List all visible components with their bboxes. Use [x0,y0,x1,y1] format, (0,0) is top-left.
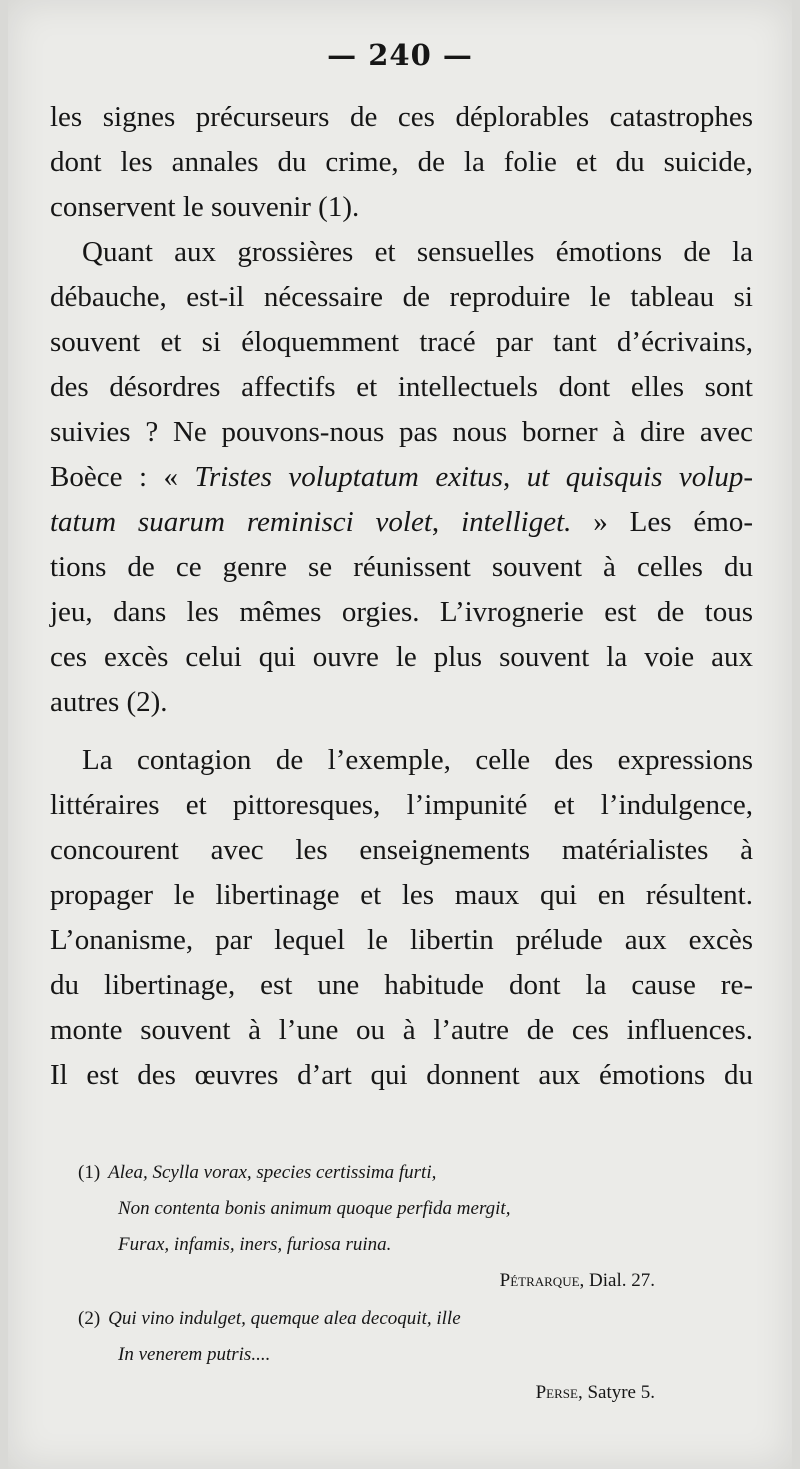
latin-quote: tatum suarum reminisci volet [50,506,432,538]
text-line: littéraires et pittoresques, l’impunité et l’indulgence, [50,789,753,821]
text-line: Il est des œuvres d’art qui donnent aux émotions du [50,1059,753,1091]
footnote-verse: In venerem putris.... [118,1344,271,1365]
footnote-verse: Alea, Scylla vorax, species certissima furti, [108,1162,437,1183]
text-line: dont les annales du crime, de la folie et du suicide, [50,146,753,178]
footnote-1-line [78,1158,436,1188]
text-span: , [502,461,527,493]
footnote-number: (2) [78,1308,101,1329]
footnote-number: (1) [78,1162,101,1183]
text-line: L’onanisme, par lequel le libertin prélude aux excès [50,924,753,956]
text-line [50,457,753,497]
text-line: suivies ? Ne pouvons-nous pas nous borner à dire avec [50,416,753,448]
text-line: concourent avec les enseignements matérialistes à [50,834,753,866]
page-number: — 240 — [327,38,473,72]
text-line [50,502,753,542]
text-line: débauche, est-il nécessaire de reproduire le tableau si [50,281,753,313]
text-line: conservent le souvenir (1). [50,191,360,223]
text-line: souvent et si éloquemment tracé par tant d’écrivains, [50,326,753,358]
footnote-attribution [536,1378,655,1408]
text-line: des désordres affectifs et intellectuels dont elles sont [50,371,753,403]
footnote-verse: Furax, infamis, iners, furiosa ruina. [118,1234,392,1255]
author-name: Pétrarque [499,1270,580,1291]
text-line: tions de ce genre se réunissent souvent à celles du [50,551,753,583]
text-line: autres (2). [50,686,168,718]
text-line: monte souvent à l’une ou à l’autre de ces influences. [50,1014,753,1046]
text-line: Quant aux grossières et sensuelles émotions de la [82,236,753,268]
text-line: ces excès celui qui ouvre le plus souvent la voie aux [50,641,753,673]
text-line: du libertinage, est une habitude dont la cause re- [50,969,753,1001]
author-name: Perse [535,1382,578,1403]
footnote-attribution [500,1266,655,1296]
footnote-verse: Qui vino indulget, quemque alea decoquit, ille [108,1308,461,1329]
text-line: les signes précurseurs de ces déplorables catastrophes [50,101,753,133]
footnote-2-line [78,1304,461,1334]
text-line: propager le libertinage et les maux qui en résultent. [50,879,753,911]
text-span: , [431,506,462,538]
citation: , Dial. 27. [579,1270,655,1291]
citation: , Satyre 5. [577,1382,655,1403]
footnote-verse: Non contenta bonis animum quoque perfida mergit, [118,1198,511,1219]
text-span: » Les émo- [571,506,754,538]
text-span: Boèce : « [50,461,195,493]
text-line: jeu, dans les mêmes orgies. L’ivrognerie est de tous [50,596,753,628]
text-line: La contagion de l’exemple, celle des expressions [82,744,753,776]
latin-quote: intelliget. [461,506,572,538]
latin-quote: ut quisquis volup- [526,461,754,493]
latin-quote: Tristes voluptatum exitus [194,461,503,493]
